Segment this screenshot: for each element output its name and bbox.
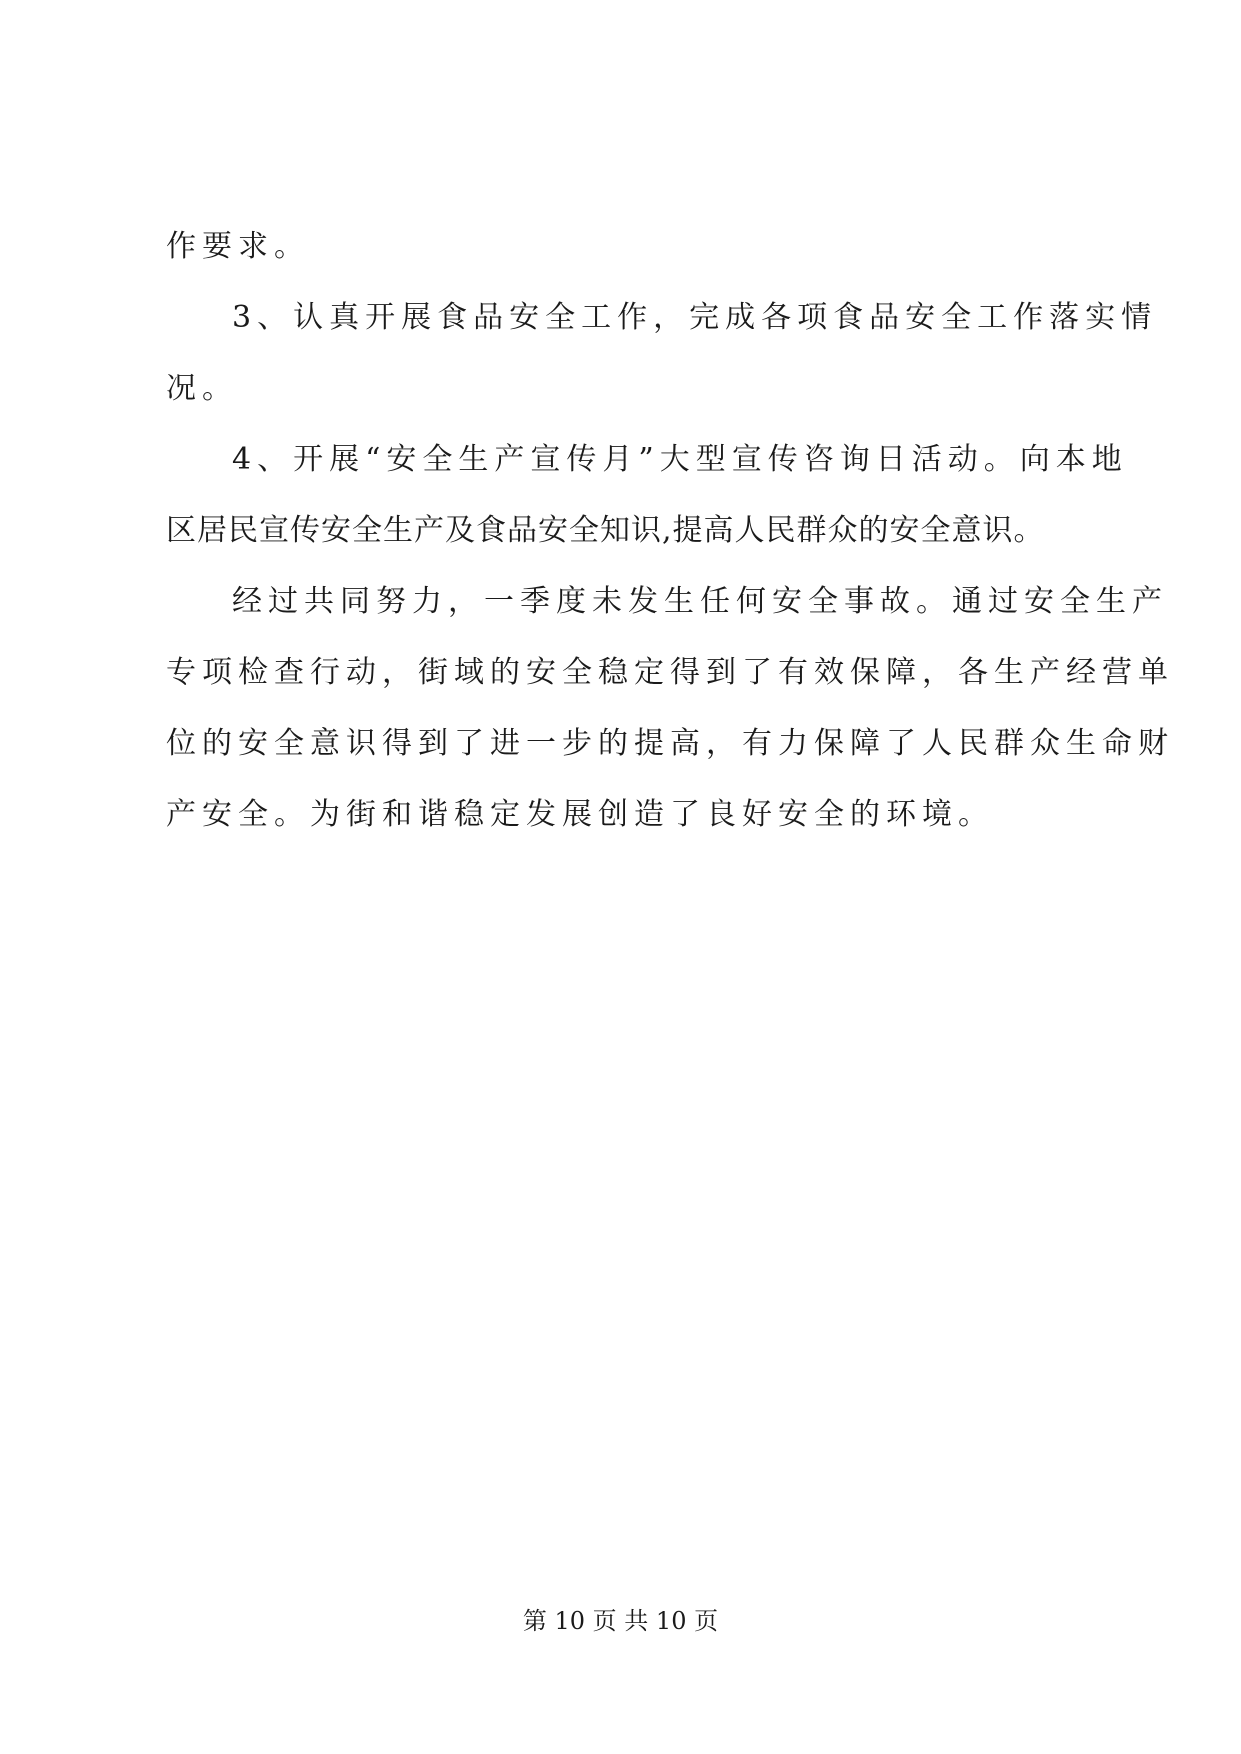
page-number-footer: 第 10 页 共 10 页 — [522, 1607, 719, 1635]
text-line: 专项检查行动，街域的安全稳定得到了有效保障，各生产经营单 — [166, 655, 1174, 690]
body-text — [166, 229, 1174, 871]
text-line: 况。 — [166, 371, 238, 406]
text-line: 区居民宣传安全生产及食品安全知识,提高人民群众的安全意识。 — [166, 513, 1045, 548]
text-line: 4、开展“安全生产宣传月”大型宣传咨询日活动。向本地 — [232, 442, 1128, 477]
text-line: 位的安全意识得到了进一步的提高，有力保障了人民群众生命财 — [166, 726, 1174, 761]
text-line: 产安全。为街和谐稳定发展创造了良好安全的环境。 — [166, 797, 994, 832]
text-line: 作要求。 — [166, 229, 310, 264]
text-line: 3、认真开展食品安全工作，完成各项食品安全工作落实情 — [232, 300, 1158, 335]
text-line: 经过共同努力，一季度未发生任何安全事故。通过安全生产 — [232, 584, 1168, 619]
